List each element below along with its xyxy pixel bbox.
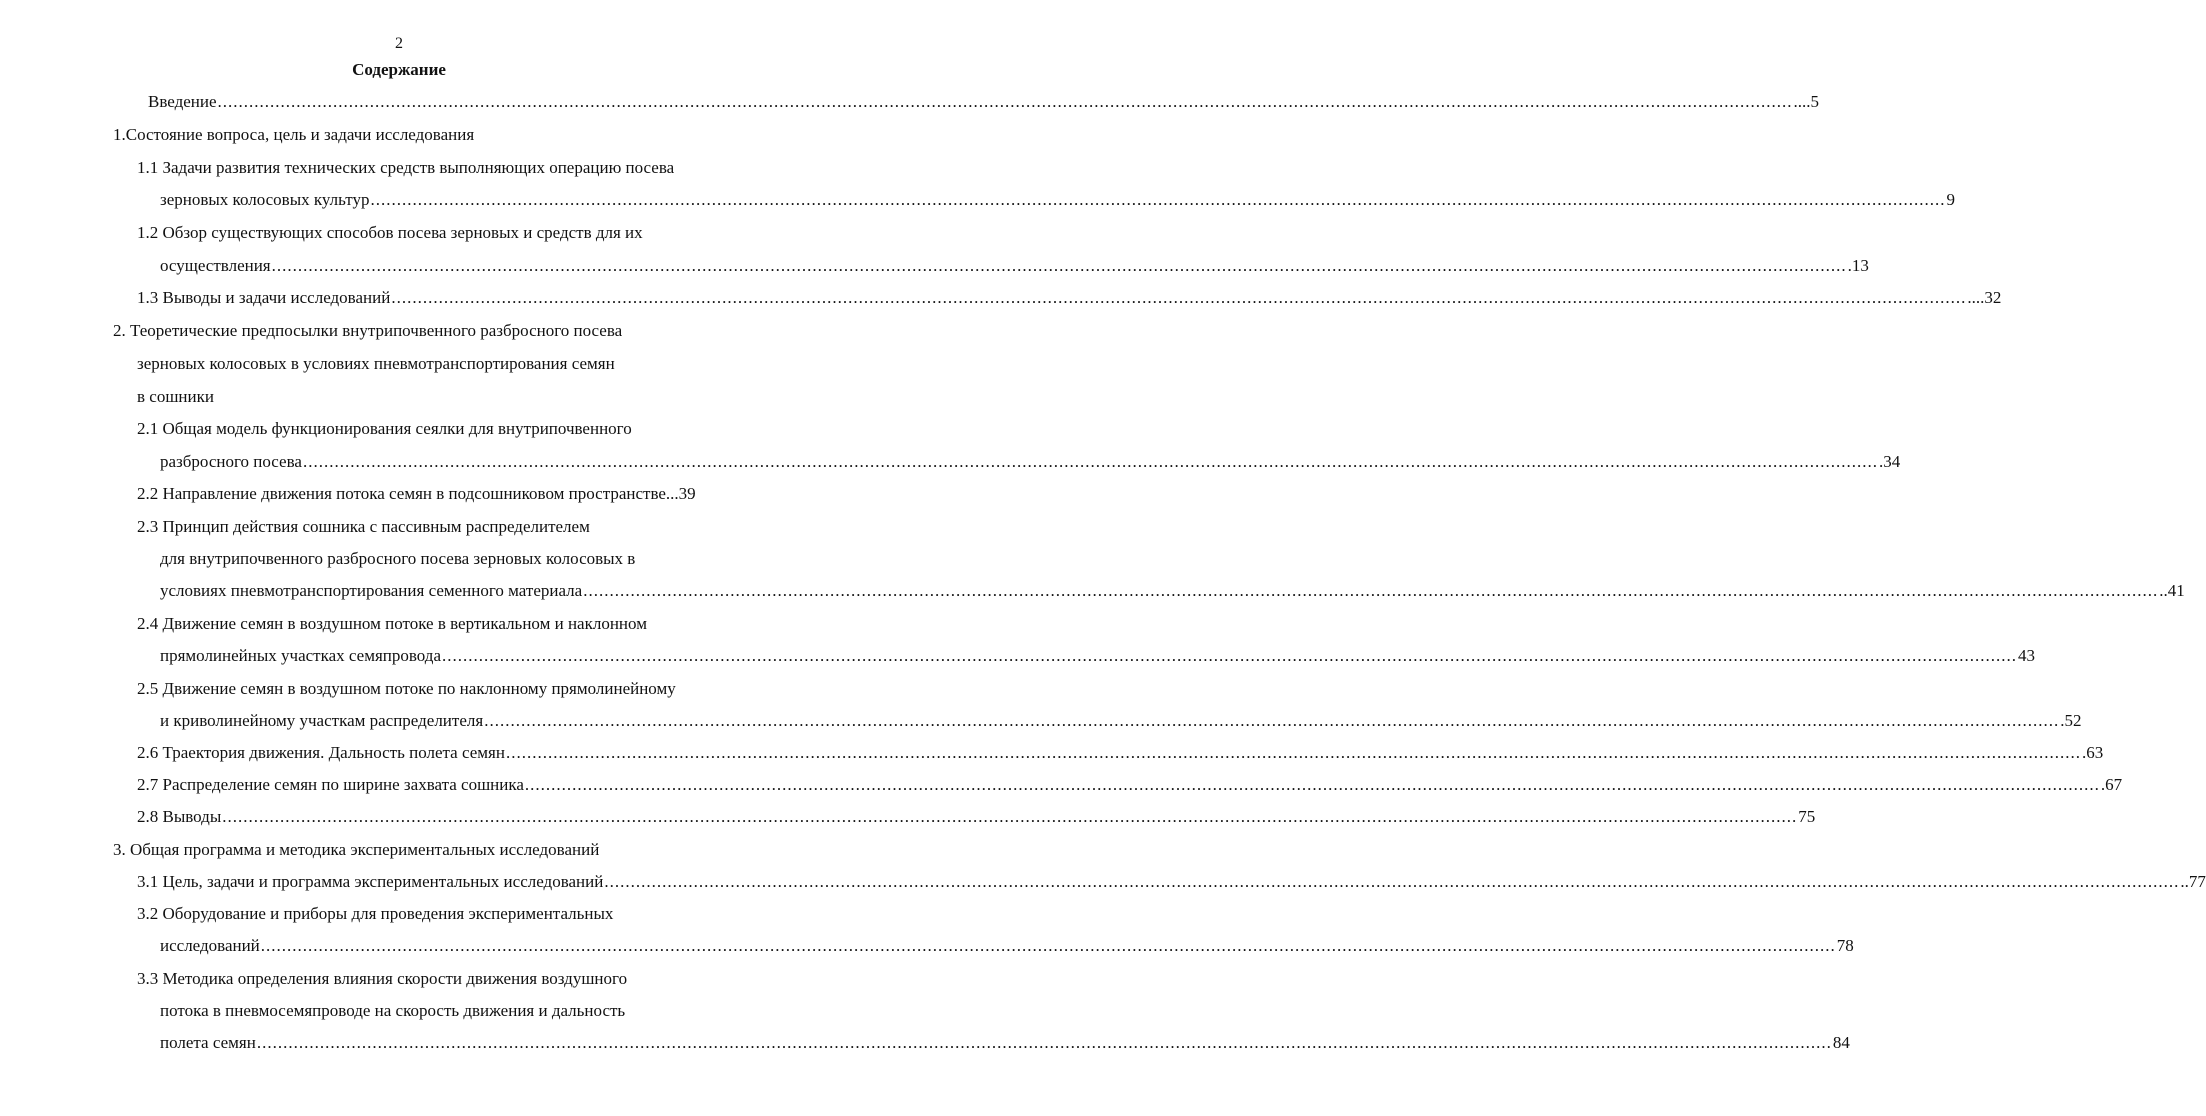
toc-leader-dots: ............................................................................................................................................................................................................................................................................................................: [217, 92, 1793, 111]
toc-entry-1-3: [137, 287, 2002, 309]
toc-entry-2-8: [137, 806, 1816, 828]
toc-entry-chapter-2-cont: [137, 353, 615, 375]
toc-entry-text: 2. Теоретические предпосылки внутрипочвенного разбросного посева: [113, 321, 623, 340]
toc-entry-2-4-cont: [160, 645, 2035, 667]
toc-leader-dots: ............................................................................................................................................................................................................................................................................................................: [484, 711, 2060, 730]
toc-page-number: 84: [1832, 1033, 1850, 1052]
toc-entry-text: 3.1 Цель, задачи и программа экспериментальных исследований: [137, 872, 604, 891]
toc-entry-text: прямолинейных участках семяпровода: [160, 646, 441, 665]
toc-entry-text: 2.6 Траектория движения. Дальность полета семян: [137, 743, 505, 762]
toc-entry-3-3: [137, 968, 627, 990]
toc-leader-dots: ............................................................................................................................................................................................................................................................................................................: [271, 256, 1847, 275]
toc-entry-3-2-cont: [160, 935, 1854, 957]
toc-entry-text: полета семян: [160, 1033, 256, 1052]
toc-entry-text: условиях пневмотранспортирования семенного материала: [160, 581, 583, 600]
toc-entry-text: 1.Состояние вопроса, цель и задачи исследования: [113, 125, 475, 144]
toc-entry-1-1: [137, 157, 674, 179]
toc-page-number: .63: [2081, 743, 2104, 762]
toc-entry-text: 2.8 Выводы: [137, 807, 222, 826]
toc-entry-2-3-cont: [160, 548, 635, 570]
toc-entry-text: 2.4 Движение семян в воздушном потоке в вертикальном и наклонном: [137, 614, 647, 633]
toc-entry-text: 2.2 Направление движения потока семян в подсошниковом пространстве...39: [137, 484, 696, 503]
toc-entry-text: зерновых колосовых культур: [160, 190, 370, 209]
toc-entry-text: 1.3 Выводы и задачи исследований: [137, 288, 391, 307]
toc-entry-text: 2.5 Движение семян в воздушном потоке по наклонному прямолинейному: [137, 679, 676, 698]
toc-leader-dots: ............................................................................................................................................................................................................................................................................................................: [260, 936, 1836, 955]
toc-entry-text: в сошники: [137, 387, 214, 406]
toc-entry-1-1-cont: [160, 189, 1955, 211]
toc-entry-text: Введение: [148, 92, 217, 111]
toc-page-number: 75: [1798, 807, 1816, 826]
toc-entry-text: 2.3 Принцип действия сошника с пассивным распределителем: [137, 517, 590, 536]
toc-entry-text: 3. Общая программа и методика экспериментальных исследований: [113, 840, 600, 859]
toc-leader-dots: ............................................................................................................................................................................................................................................................................................................: [583, 581, 2159, 600]
toc-entry-text: зерновых колосовых в условиях пневмотранспортирования семян: [137, 354, 615, 373]
toc-page-number: .34: [1878, 452, 1901, 471]
toc-entry-text: 3.2 Оборудование и приборы для проведения экспериментальных: [137, 904, 614, 923]
toc-entry-2-3-cont2: [160, 580, 2185, 602]
toc-page-number: 9: [1946, 190, 1955, 209]
toc-entry-text: осуществления: [160, 256, 271, 275]
toc-page-number: .52: [2060, 711, 2082, 730]
toc-leader-dots: ............................................................................................................................................................................................................................................................................................................: [524, 775, 2100, 794]
toc-entry-3-3-cont2: [160, 1032, 1850, 1054]
toc-entry-2-3: [137, 516, 590, 538]
toc-entry-text: 2.1 Общая модель функционирования сеялки для внутрипочвенного: [137, 419, 632, 438]
toc-page-number: ....32: [1967, 288, 2002, 307]
toc-leader-dots: ............................................................................................................................................................................................................................................................................................................: [505, 743, 2081, 762]
toc-entry-2-1: [137, 418, 632, 440]
toc-entry-2-1-cont: [160, 451, 1901, 473]
page-number: 2: [395, 35, 403, 52]
toc-entry-3-1: [137, 871, 2206, 893]
toc-entry-text: 1.2 Обзор существующих способов посева зерновых и средств для их: [137, 223, 643, 242]
toc-entry-chapter-3: [113, 839, 599, 861]
toc-page-number: 78: [1836, 936, 1854, 955]
toc-entry-text: исследований: [160, 936, 260, 955]
toc-page-number: 43: [2018, 646, 2035, 665]
toc-entry-chapter-2-cont2: [137, 386, 214, 408]
toc-entry-text: потока в пневмосемяпроводе на скорость движения и дальность: [160, 1001, 626, 1020]
toc-entry-2-5-cont: [160, 710, 2082, 732]
toc-page-number: .13: [1847, 256, 1869, 275]
toc-entry-2-5: [137, 678, 676, 700]
toc-page-number: ....5: [1793, 92, 1820, 111]
toc-leader-dots: ............................................................................................................................................................................................................................................................................................................: [604, 872, 2180, 891]
toc-entry-2-4: [137, 613, 647, 635]
toc-leader-dots: ............................................................................................................................................................................................................................................................................................................: [302, 452, 1878, 471]
toc-leader-dots: ............................................................................................................................................................................................................................................................................................................: [391, 288, 1967, 307]
toc-entry-2-6: [137, 742, 2104, 764]
toc-entry-1-2: [137, 222, 643, 244]
toc-page-number: ..77: [2180, 872, 2206, 891]
toc-entry-chapter-1: [113, 124, 474, 146]
toc-entry-text: 1.1 Задачи развития технических средств выполняющих операцию посева: [137, 158, 675, 177]
toc-page-number: ..41: [2159, 581, 2185, 600]
toc-leader-dots: ............................................................................................................................................................................................................................................................................................................: [222, 807, 1798, 826]
toc-leader-dots: ............................................................................................................................................................................................................................................................................................................: [370, 190, 1946, 209]
toc-entry-3-3-cont: [160, 1000, 625, 1022]
toc-entry-3-2: [137, 903, 613, 925]
toc-leader-dots: ............................................................................................................................................................................................................................................................................................................: [442, 646, 2017, 665]
toc-entry-2-7: [137, 774, 2123, 796]
toc-page-number: .67: [2100, 775, 2123, 794]
toc-entry-chapter-2: [113, 320, 622, 342]
toc-entry-text: разбросного посева: [160, 452, 302, 471]
page-title: Содержание: [352, 60, 446, 79]
toc-entry-text: 2.7 Распределение семян по ширине захвата сошника: [137, 775, 524, 794]
toc-entry-1-2-cont: [160, 255, 1869, 277]
toc-leader-dots: ............................................................................................................................................................................................................................................................................................................: [256, 1033, 1832, 1052]
toc-entry-introduction: [148, 91, 1820, 113]
toc-entry-text: для внутрипочвенного разбросного посева зерновых колосовых в: [160, 549, 636, 568]
toc-entry-2-2: [137, 483, 696, 505]
toc-entry-text: и криволинейному участкам распределителя: [160, 711, 484, 730]
toc-entry-text: 3.3 Методика определения влияния скорости движения воздушного: [137, 969, 628, 988]
